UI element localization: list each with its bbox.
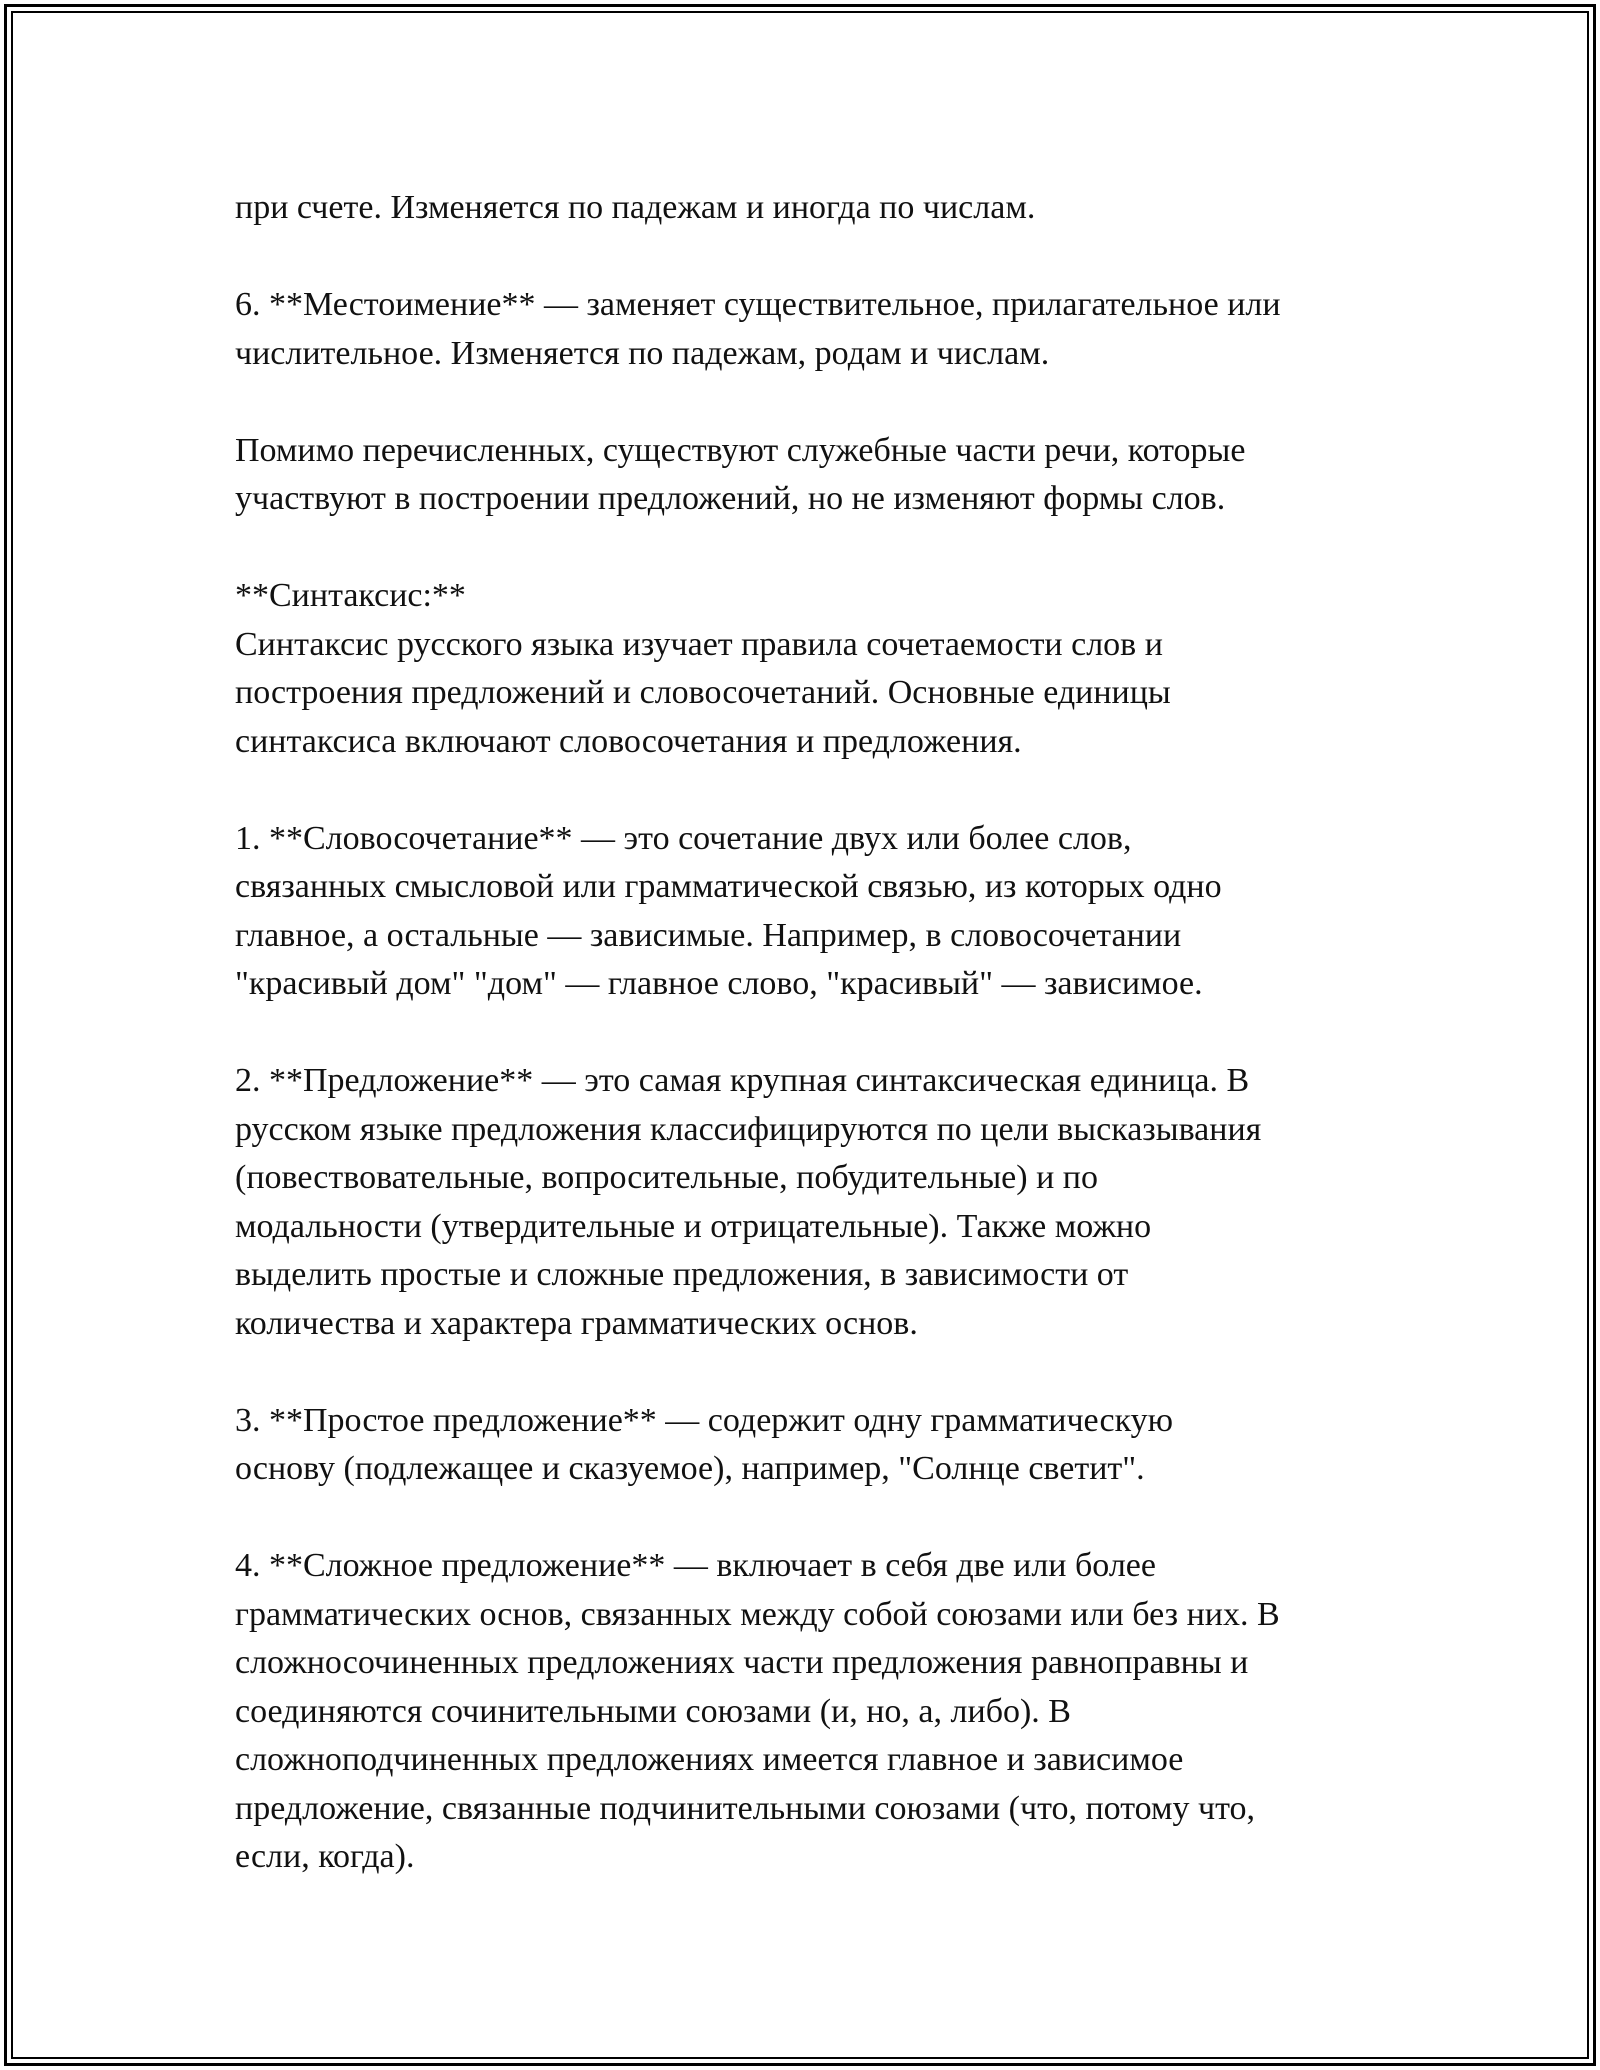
paragraph-pronoun: 6. **Местоимение** — заменяет существительное, прилагательное или числительное. Изменяется по падежам, родам и числам.: [235, 286, 1281, 372]
paragraph-syntax-heading: **Синтаксис:** Синтаксис русского языка изучает правила сочетаемости слов и построения предложений и словосочетаний. Основные единицы синтаксиса включают словосочетания и предложения.: [235, 577, 1171, 760]
paragraph-complex-sentence: 4. **Сложное предложение** — включает в себя две или более грамматических основ, связанных между собой союзами или без них. В сложносочиненных предложениях части предложения равноправны и соединяются сочинительными союзами (и, но, а, либо). В сложноподчиненных предложениях имеется главное и зависимое предложение, связанные подчинительными союзами (что, потому что, если, когда).: [235, 1547, 1280, 1875]
document-body: [235, 184, 1375, 1882]
paragraph-simple-sentence: 3. **Простое предложение** — содержит одну грамматическую основу (подлежащее и сказуемое), например, "Солнце светит".: [235, 1401, 1174, 1487]
paragraph-sentence: 2. **Предложение** — это самая крупная синтаксическая единица. В русском языке предложения классифицируются по цели высказывания (повествовательные, вопросительные, побудительные) и по модальности (утвердительные и отрицательные). Также можно выделить простые и сложные предложения, в зависимости от количества и характера грамматических основ.: [235, 1062, 1262, 1342]
paragraph-phrase: 1. **Словосочетание** — это сочетание двух или более слов, связанных смысловой или грамматической связью, из которых одно главное, а остальные — зависимые. Например, в словосочетании "красивый дом" "дом" — главное слово, "красивый" — зависимое.: [235, 819, 1222, 1002]
paragraph-numeral-continuation: при счете. Изменяется по падежам и иногда по числам.: [235, 189, 1036, 226]
paragraph-function-words: Помимо перечисленных, существуют служебные части речи, которые участвуют в построении предложений, но не изменяют формы слов.: [235, 431, 1246, 517]
